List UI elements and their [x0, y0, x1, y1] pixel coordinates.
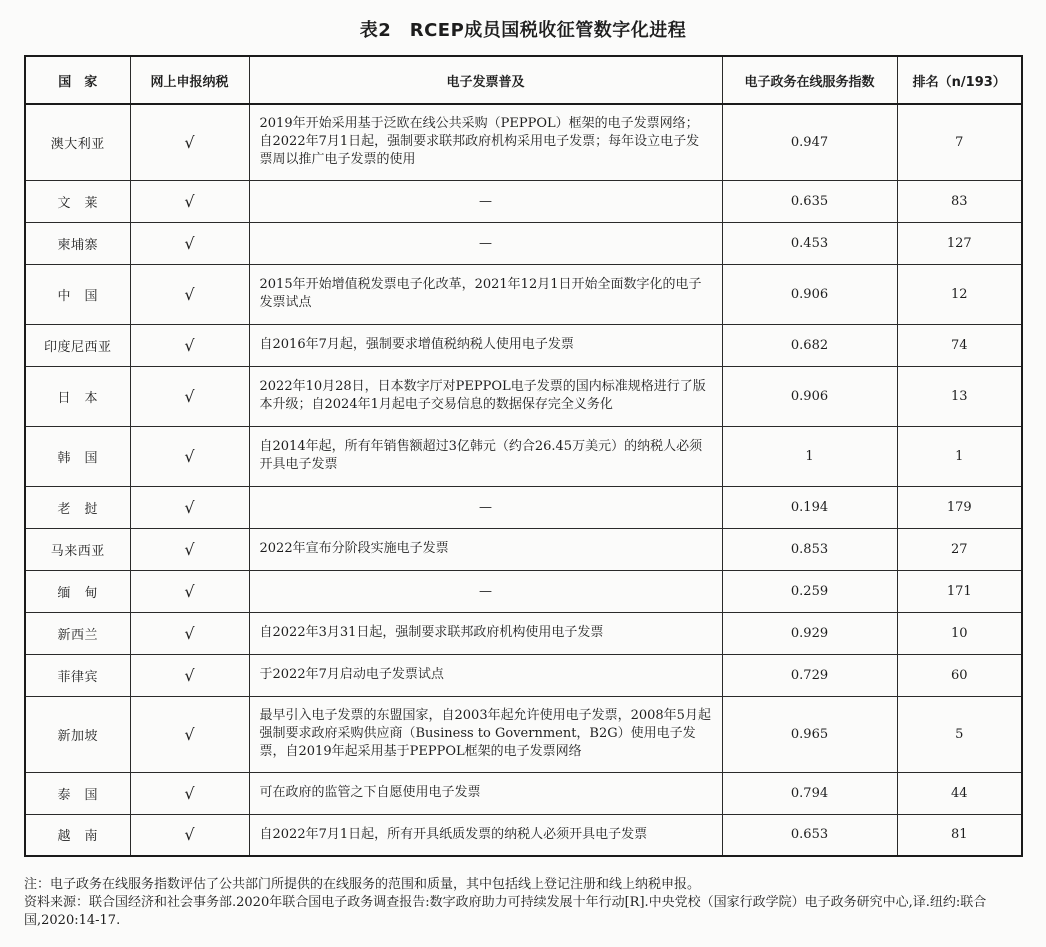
header-e-invoice: 电子发票普及	[249, 56, 722, 104]
egov-index-cell: 0.853	[722, 528, 897, 570]
country-cell: 马来西亚	[25, 528, 130, 570]
country-cell: 泰 国	[25, 772, 130, 814]
footnotes	[24, 876, 1024, 930]
rank-cell: 13	[897, 366, 1022, 426]
online-filing-check: √	[130, 814, 249, 856]
table-row	[25, 696, 1022, 772]
header-row	[25, 56, 1022, 104]
rank-cell: 74	[897, 324, 1022, 366]
table-row	[25, 612, 1022, 654]
online-filing-check: √	[130, 772, 249, 814]
online-filing-check: √	[130, 696, 249, 772]
rank-cell: 179	[897, 486, 1022, 528]
online-filing-check: √	[130, 180, 249, 222]
country-cell: 柬埔寨	[25, 222, 130, 264]
online-filing-check: √	[130, 324, 249, 366]
table-row	[25, 772, 1022, 814]
country-cell: 澳大利亚	[25, 104, 130, 180]
e-invoice-cell: 2022年10月28日，日本数字厅对PEPPOL电子发票的国内标准规格进行了版本升级；自2024年1月起电子交易信息的数据保存完全义务化	[249, 366, 722, 426]
egov-index-cell: 0.929	[722, 612, 897, 654]
online-filing-check: √	[130, 366, 249, 426]
e-invoice-cell: —	[249, 222, 722, 264]
e-invoice-cell: —	[249, 180, 722, 222]
country-cell: 缅 甸	[25, 570, 130, 612]
note-text: 注：电子政务在线服务指数评估了公共部门所提供的在线服务的范围和质量，其中包括线上登记注册和线上纳税申报。	[24, 877, 701, 892]
rcep-tax-digitization-table	[24, 55, 1023, 857]
table-row	[25, 486, 1022, 528]
egov-index-cell: 0.194	[722, 486, 897, 528]
e-invoice-cell: —	[249, 570, 722, 612]
online-filing-check: √	[130, 264, 249, 324]
country-cell: 中 国	[25, 264, 130, 324]
table-row	[25, 104, 1022, 180]
egov-index-cell: 0.965	[722, 696, 897, 772]
egov-index-cell: 0.453	[722, 222, 897, 264]
country-cell: 老 挝	[25, 486, 130, 528]
egov-index-cell: 1	[722, 426, 897, 486]
online-filing-check: √	[130, 486, 249, 528]
online-filing-check: √	[130, 612, 249, 654]
e-invoice-cell: 可在政府的监管之下自愿使用电子发票	[249, 772, 722, 814]
e-invoice-cell: 自2022年3月31日起，强制要求联邦政府机构使用电子发票	[249, 612, 722, 654]
e-invoice-cell: 自2022年7月1日起，所有开具纸质发票的纳税人必须开具电子发票	[249, 814, 722, 856]
table-row	[25, 366, 1022, 426]
table-row	[25, 264, 1022, 324]
header-rank: 排名（n/193）	[897, 56, 1022, 104]
country-cell: 韩 国	[25, 426, 130, 486]
rank-cell: 171	[897, 570, 1022, 612]
egov-index-cell: 0.635	[722, 180, 897, 222]
header-egov-index: 电子政务在线服务指数	[722, 56, 897, 104]
e-invoice-cell: —	[249, 486, 722, 528]
rank-cell: 5	[897, 696, 1022, 772]
header-online-filing: 网上申报纳税	[130, 56, 249, 104]
e-invoice-cell: 于2022年7月启动电子发票试点	[249, 654, 722, 696]
e-invoice-cell: 最早引入电子发票的东盟国家，自2003年起允许使用电子发票，2008年5月起强制要求政府采购供应商（Business to Government，B2G）使用电子发票，自2019年起采用基于PEPPOL框架的电子发票网络	[249, 696, 722, 772]
e-invoice-cell: 2022年宣布分阶段实施电子发票	[249, 528, 722, 570]
country-cell: 文 莱	[25, 180, 130, 222]
online-filing-check: √	[130, 654, 249, 696]
online-filing-check: √	[130, 104, 249, 180]
egov-index-cell: 0.259	[722, 570, 897, 612]
country-cell: 日 本	[25, 366, 130, 426]
table-row	[25, 528, 1022, 570]
egov-index-cell: 0.729	[722, 654, 897, 696]
rank-cell: 1	[897, 426, 1022, 486]
country-cell: 菲律宾	[25, 654, 130, 696]
egov-index-cell: 0.906	[722, 264, 897, 324]
source-text: 资料来源：联合国经济和社会事务部.2020年联合国电子政务调查报告:数字政府助力可持续发展十年行动[R].中央党校（国家行政学院）电子政务研究中心,译.纽约:联合国,2020:14-17.	[24, 895, 987, 928]
table-row	[25, 180, 1022, 222]
e-invoice-cell: 2019年开始采用基于泛欧在线公共采购（PEPPOL）框架的电子发票网络；自2022年7月1日起，强制要求联邦政府机构采用电子发票；每年设立电子发票周以推广电子发票的使用	[249, 104, 722, 180]
country-cell: 印度尼西亚	[25, 324, 130, 366]
country-cell: 越 南	[25, 814, 130, 856]
e-invoice-cell: 自2016年7月起，强制要求增值税纳税人使用电子发票	[249, 324, 722, 366]
egov-index-cell: 0.653	[722, 814, 897, 856]
rank-cell: 127	[897, 222, 1022, 264]
rank-cell: 27	[897, 528, 1022, 570]
online-filing-check: √	[130, 528, 249, 570]
country-cell: 新西兰	[25, 612, 130, 654]
country-cell: 新加坡	[25, 696, 130, 772]
header-country: 国 家	[25, 56, 130, 104]
online-filing-check: √	[130, 426, 249, 486]
table-title: 表2 RCEP成员国税收征管数字化进程	[359, 20, 687, 41]
egov-index-cell: 0.906	[722, 366, 897, 426]
table-body	[25, 104, 1022, 856]
table-row	[25, 324, 1022, 366]
table-row	[25, 654, 1022, 696]
e-invoice-cell: 自2014年起，所有年销售额超过3亿韩元（约合26.45万美元）的纳税人必须开具电子发票	[249, 426, 722, 486]
table-row	[25, 814, 1022, 856]
table-row	[25, 222, 1022, 264]
egov-index-cell: 0.682	[722, 324, 897, 366]
rank-cell: 60	[897, 654, 1022, 696]
rank-cell: 83	[897, 180, 1022, 222]
egov-index-cell: 0.794	[722, 772, 897, 814]
rank-cell: 10	[897, 612, 1022, 654]
egov-index-cell: 0.947	[722, 104, 897, 180]
rank-cell: 7	[897, 104, 1022, 180]
e-invoice-cell: 2015年开始增值税发票电子化改革，2021年12月1日开始全面数字化的电子发票试点	[249, 264, 722, 324]
table-row	[25, 426, 1022, 486]
rank-cell: 12	[897, 264, 1022, 324]
online-filing-check: √	[130, 222, 249, 264]
rank-cell: 44	[897, 772, 1022, 814]
rank-cell: 81	[897, 814, 1022, 856]
online-filing-check: √	[130, 570, 249, 612]
table-row	[25, 570, 1022, 612]
